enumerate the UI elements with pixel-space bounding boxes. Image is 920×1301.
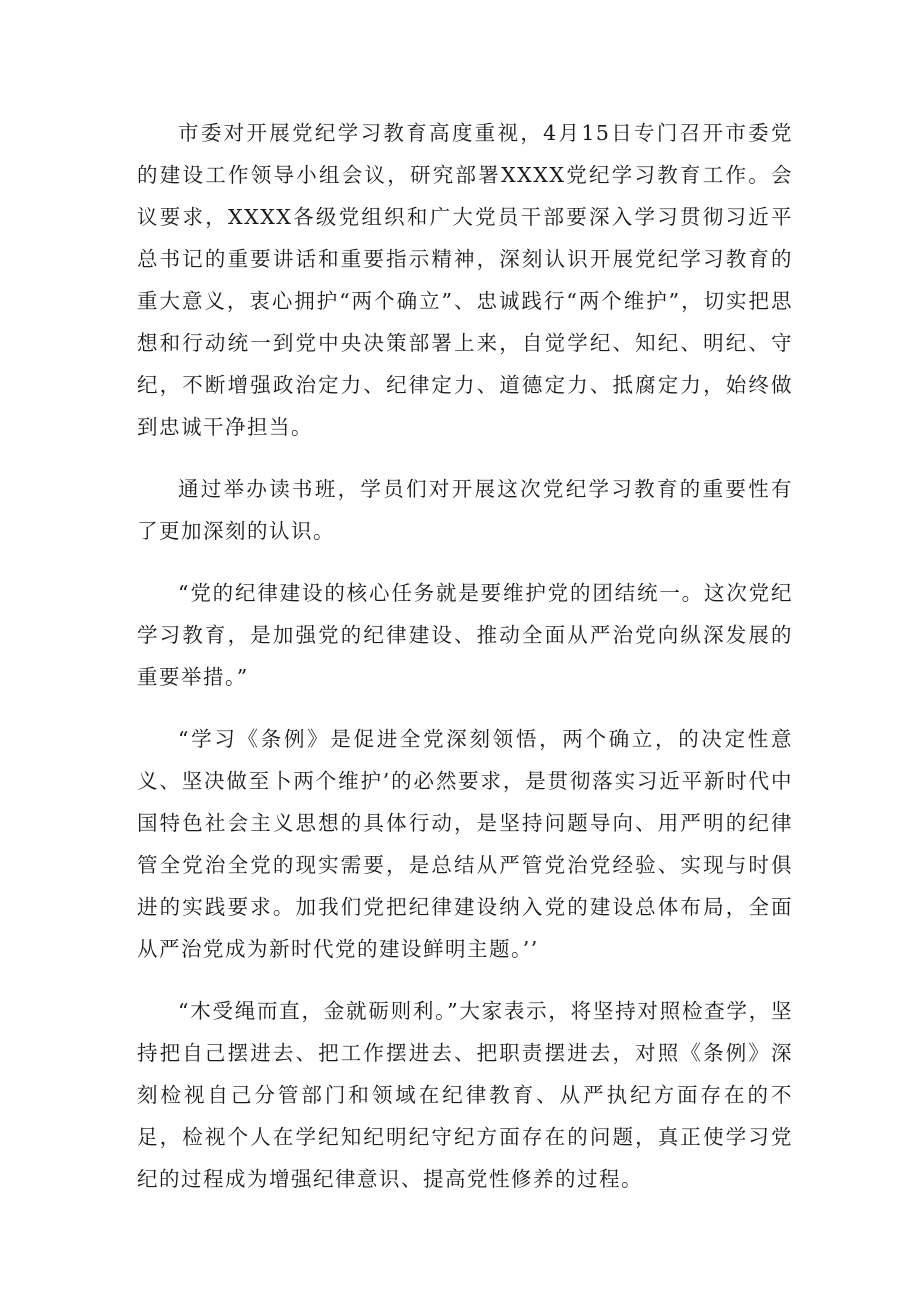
document-body (137, 112, 793, 1200)
paragraph-reading-class: 通过举办读书班，学员们对开展这次党纪学习教育的重要性有了更加深刻的认识。 (137, 477, 793, 543)
paragraph-quote-discipline-task: “党的纪律建设的核心任务就是要维护党的团结统一。这次党纪学习教育，是加强党的纪律建设、推动全面从严治党向纵深发展的重要举措。” (137, 581, 793, 689)
paragraph-quote-regulations: “学习《条例》是促进全党深刻领悟，两个确立，的决定性意义、坚决做至卜两个维护’的必然要求，是贯彻落实习近平新时代中国特色社会主义思想的具体行动，是坚持问题导向、用严明的纪律管全党治全党的现实需要，是总结从严管党治党经验、实现与时俱进的实践要求。加我们党把纪律建设纳入党的建设总体布局，全面从严治党成为新时代党的建设鲜明主题。’’ (137, 727, 793, 961)
paragraph-meeting-summary: 市委对开展党纪学习教育高度重视，4月15日专门召开市委党的建设工作领导小组会议，研究部署XXXX党纪学习教育工作。会议要求，XXXX各级党组织和广大党员干部要深入学习贯彻习近平总书记的重要讲话和重要指示精神，深刻认识开展党纪学习教育的重大意义，衷心拥护“两个确立”、忠诚践行“两个维护”，切实把思想和行动统一到党中央决策部署上来，自觉学纪、知纪、明纪、守纪，不断增强政治定力、纪律定力、道德定力、抵腐定力，始终做到忠诚干净担当。 (137, 121, 793, 439)
paragraph-self-examination: “木受绳而直，金就砺则利。”大家表示，将坚持对照检查学，坚持把自己摆进去、把工作摆进去、把职责摆进去，对照《条例》深刻检视自己分管部门和领域在纪律教育、从严执纪方面存在的不足，检视个人在学纪知纪明纪守纪方面存在的问题，真正使学习党纪的过程成为增强纪律意识、提高党性修养的过程。 (137, 999, 793, 1191)
